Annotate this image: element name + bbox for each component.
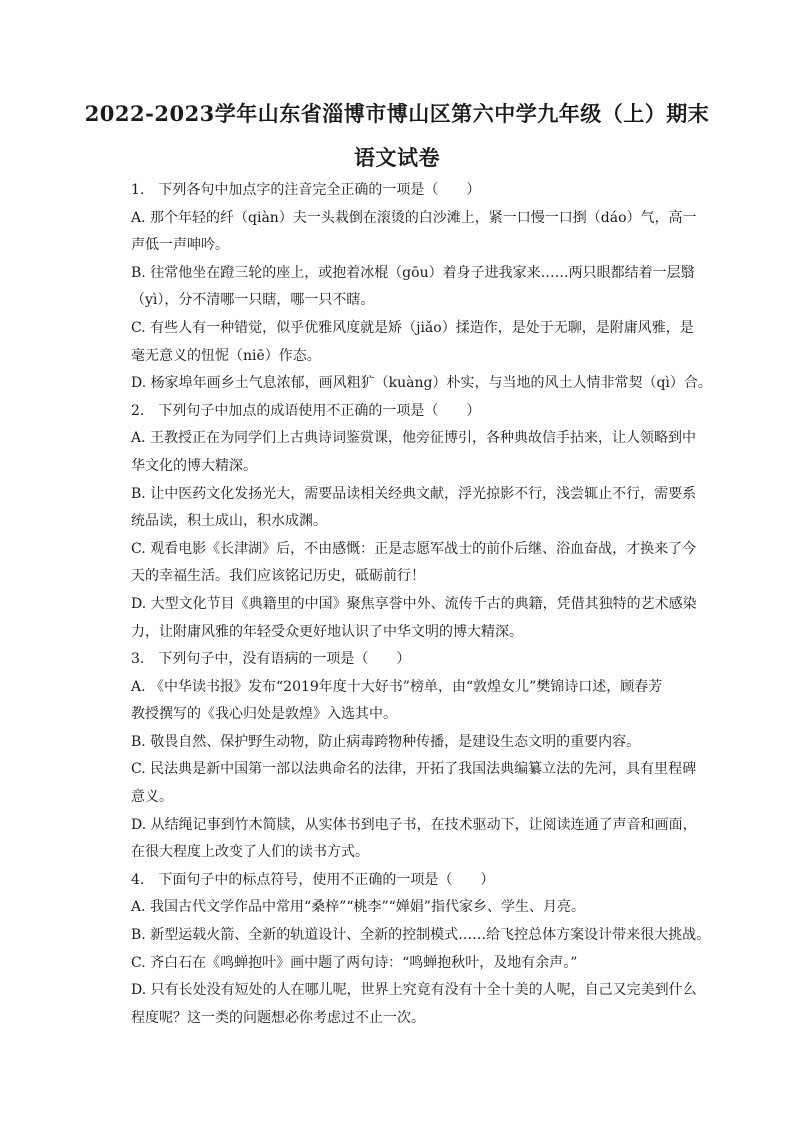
option-c-line: C. 有些人有一种错觉，似乎优雅风度就是矫（jiǎo）揉造作，是处于无聊，是附庸风雅，是 bbox=[131, 319, 694, 336]
question-stem: 3. 下列句子中，没有语病的一项是（ ） bbox=[131, 651, 411, 668]
option-d-line: D. 只有长处没有短处的人在哪儿呢，世界上究竟有没有十全十美的人呢，自己又完美到什么 bbox=[131, 982, 697, 999]
option-d-line: D. 杨家埠年画乡土气息浓郁，画风粗犷（kuàng）朴实，与当地的风土人情非常契（qì）合。 bbox=[131, 375, 712, 392]
question-stem: 2. 下列句子中加点的成语使用不正确的一项是（ ） bbox=[131, 402, 481, 419]
option-b-line: B. 往常他坐在蹬三轮的座上，或抱着冰棍（gōu）着身子进我家来……两只眼都结着一层翳 bbox=[131, 264, 695, 281]
option-a-line: A. 《中华读书报》发布“2019年度十大好书”榜单，由“敦煌女儿”樊锦诗口述，顾春芳 bbox=[131, 678, 663, 695]
option-d-line-cont: 在很大程度上改变了人们的读书方式。 bbox=[131, 844, 369, 861]
option-d-line-cont: 程度呢？这一类的问题想必你考虑过不止一次。 bbox=[131, 1009, 425, 1026]
option-a-line-cont: 华文化的博大精深。 bbox=[131, 457, 257, 474]
option-a-line: A. 那个年轻的纤（qiàn）夫一头栽倒在滚烫的白沙滩上，紧一口慢一口捯（dáo）气，高一 bbox=[131, 209, 697, 226]
option-b-line-cont: 统品读，积土成山，积水成渊。 bbox=[131, 513, 327, 530]
question-stem: 1. 下列各句中加点字的注音完全正确的一项是（ ） bbox=[131, 182, 481, 198]
questions-body bbox=[131, 177, 712, 1032]
option-c-line-cont: 天的幸福生活。我们应该铭记历史，砥砺前行！ bbox=[131, 568, 425, 585]
option-a-line: A. 王教授正在为同学们上古典诗词鉴赏课，他旁征博引，各种典故信手拈来，让人领略到中 bbox=[131, 430, 697, 447]
option-d-line-cont: 力，让附庸风雅的年轻受众更好地认识了中华文明的博大精深。 bbox=[131, 623, 523, 640]
option-b-line: B. 新型运载火箭、全新的轨道设计、全新的控制模式……给飞控总体方案设计带来很大挑战。 bbox=[131, 927, 711, 944]
question-stem: 4. 下面句子中的标点符号，使用不正确的一项是（ ） bbox=[131, 871, 495, 888]
option-b-line: B. 让中医药文化发扬光大，需要品读相关经典文献，浮光掠影不行，浅尝辄止不行，需要系 bbox=[131, 485, 697, 502]
question-1 bbox=[131, 177, 712, 398]
page-subtitle: 语文试卷 bbox=[354, 145, 440, 170]
option-c-line: C. 观看电影《长津湖》后，不由感慨：正是志愿军战士的前仆后继、浴血奋战，才换来了今 bbox=[131, 540, 697, 557]
option-c-line: C. 民法典是新中国第一部以法典命名的法律，开拓了我国法典编纂立法的先河，具有里程碑 bbox=[131, 761, 697, 778]
option-b-line: B. 敬畏自然、保护野生动物，防止病毒跨物种传播，是建设生态文明的重要内容。 bbox=[131, 733, 641, 750]
question-4 bbox=[131, 867, 711, 1033]
question-3 bbox=[131, 646, 697, 867]
page-title: 2022-2023学年山东省淄博市博山区第六中学九年级（上）期末 bbox=[84, 101, 710, 126]
option-a-line-cont: 声低一声呻吟。 bbox=[131, 237, 229, 254]
option-d-line: D. 从结绳记事到竹木简牍，从实体书到电子书，在技术驱动下，让阅读连通了声音和画面， bbox=[131, 816, 697, 833]
option-b-line-cont: （yì），分不清哪一只瞎，哪一只不瞎。 bbox=[131, 292, 375, 309]
option-c-line-cont: 意义。 bbox=[131, 789, 173, 806]
option-c-line: C. 齐白石在《鸣蝉抱叶》画中题了两句诗：“鸣蝉抱秋叶，及地有余声。” bbox=[131, 954, 578, 971]
option-c-line-cont: 毫无意义的忸怩（niē）作态。 bbox=[131, 347, 321, 364]
option-a-line-cont: 教授撰写的《我心归处是敦煌》入选其中。 bbox=[131, 706, 397, 723]
option-d-line: D. 大型文化节目《典籍里的中国》聚焦享誉中外、流传千古的典籍，凭借其独特的艺术感染 bbox=[131, 595, 697, 612]
option-a-line: A. 我国古代文学作品中常用“桑梓”“桃李”“婵娟”指代家乡、学生、月亮。 bbox=[131, 899, 585, 916]
question-2 bbox=[131, 398, 697, 646]
